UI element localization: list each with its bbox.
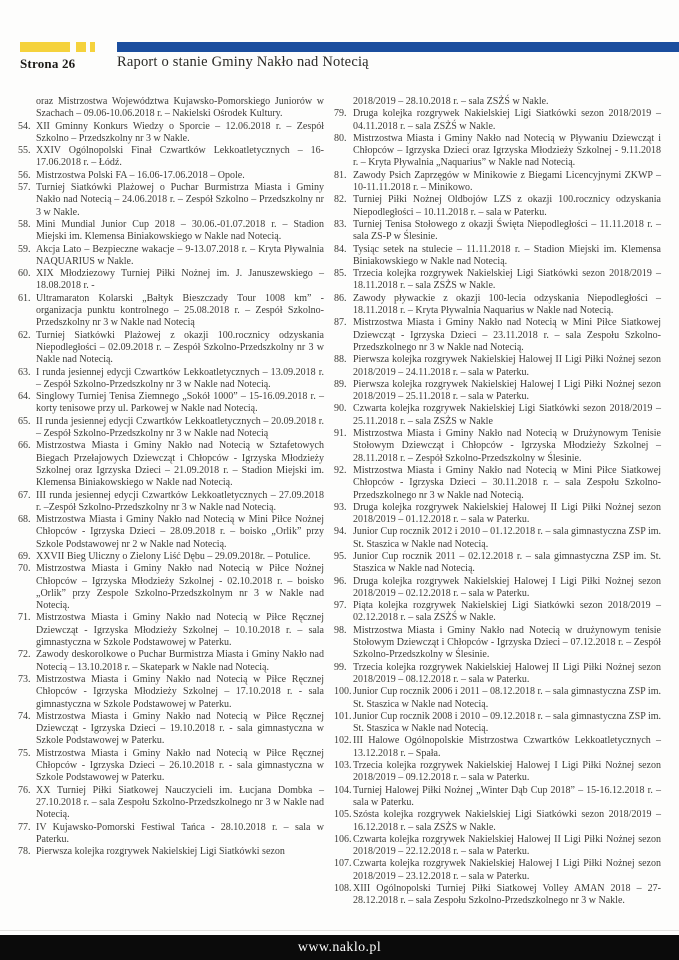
item-text: Trzecia kolejka rozgrywek Nakielskiej Ligi Siatkówki sezon 2018/2019 – 18.11.2018 r. – sala ZSŻS w Nakle. — [353, 268, 661, 292]
item-text: Junior Cup rocznik 2012 i 2010 – 01.12.2018 r. – sala gimnastyczna ZSP im. St. Staszica w Nakle nad Notecią. — [353, 526, 661, 550]
list-item — [18, 170, 324, 182]
item-text: Zawody Psich Zaprzęgów w Minikowie z Biegami Licencyjnymi ZKWP – 10-11.11.2018 r. – Minikowo. — [353, 169, 661, 194]
item-text: Junior Cup rocznik 2011 – 02.12.2018 r. – sala gimnastyczna ZSP im. St. Staszica w Nakle nad Notecią. — [353, 550, 661, 575]
list-item — [18, 416, 324, 441]
item-number: 76. — [18, 784, 31, 796]
item-number: 70. — [18, 563, 31, 575]
list-item — [18, 440, 324, 489]
item-number: 93. — [334, 501, 347, 513]
item-text: Mistrzostwa Miasta i Gminy Nakło nad Notecią w Piłce Nożnej Chłopców – Igrzyska Młodzieży Szkolnej - 02.10.2018 r. – boisko „Orlik” przy Zespole Szkolno-Przedszkolnym nr 3 w Nakle nad Notecią. — [36, 563, 324, 612]
list-item — [334, 244, 661, 269]
item-number: 79. — [334, 108, 347, 120]
item-text: XIII Ogólnopolski Turniej Piłki Siatkowej Volley AMAN 2018 – 27-28.12.2018 r. – sala Zespołu Szkolno-Przedszkolnego nr 3 w Nakle. — [353, 883, 661, 907]
list-item — [334, 711, 661, 736]
footer-url: www.naklo.pl — [297, 940, 382, 955]
list-item — [18, 145, 324, 170]
list-item — [334, 526, 661, 551]
list-item — [334, 268, 661, 293]
item-text: II runda jesiennej edycji Czwartków Lekkoatletycznych – 20.09.2018 r. – Zespół Szkolno-Przedszkolny nr 3 w Nakle nad Notecią — [36, 415, 324, 440]
accent-block-yellow-large — [76, 42, 86, 52]
list-item — [18, 330, 324, 367]
list-item — [18, 748, 324, 785]
list-item — [18, 563, 324, 612]
item-number: 63. — [18, 366, 31, 378]
list-item — [334, 502, 661, 527]
item-number: 68. — [18, 514, 31, 526]
item-number: 55. — [18, 145, 31, 157]
item-text: Mistrzostwa Miasta i Gminy Nakło nad Notecią w Drużynowym Tenisie Stołowym Dziewcząt i Chłopców - Igrzyska Młodzieży Szkolnej – 28.11.2018 r. – Zespół Szkolno-Przedszkolny w Ślesinie. — [353, 428, 661, 464]
item-number: 87. — [334, 317, 347, 329]
item-text: Zawody pływackie z okazji 100-lecia odzyskania Niepodległości – 18.11.2018 r. – Kryta Pływalnia Naquarius w Nakle nad Notecią. — [353, 292, 661, 317]
list-item — [334, 760, 661, 785]
item-text: Zawody deskorolkowe o Puchar Burmistrza Miasta i Gminy Nakło nad Notecią – 13.10.2018 r. – Skatepark w Nakle nad Notecią. — [36, 649, 324, 673]
list-item — [18, 391, 324, 416]
item-text: Mistrzostwa Miasta i Gminy Nakło nad Notecią w Mini Piłce Nożnej Chłopców - Igrzyska Dzieci – 28.09.2018 r. – boisko „Orlik” przy Szkole Podstawowej nr 2 w Nakle nad Notecią. — [36, 514, 324, 550]
item-text: Pierwsza kolejka rozgrywek Nakielskiej Ligi Siatkówki sezon — [36, 846, 285, 858]
item-number: 61. — [18, 292, 31, 304]
item-text: Druga kolejka rozgrywek Nakielskiej Ligi Siatkówki sezon 2018/2019 – 04.11.2018 r. – sala ZSŻŚ w Nakle. — [353, 108, 661, 132]
item-number: 78. — [18, 846, 31, 858]
item-number: 57. — [18, 182, 31, 194]
item-number: 71. — [18, 612, 31, 624]
item-number: 99. — [334, 661, 347, 673]
item-text: Czwarta kolejka rozgrywek Nakielskiej Halowej I Ligi Piłki Nożnej sezon 2018/2019 – 23.12.2018 r. – sala w Paterku. — [353, 858, 661, 882]
item-number: 108. — [334, 883, 352, 894]
item-number: 94. — [334, 526, 347, 538]
item-number: 66. — [18, 440, 31, 452]
list-item — [334, 551, 661, 576]
list-item — [334, 293, 661, 318]
item-number: 95. — [334, 550, 347, 562]
item-number: 84. — [334, 243, 347, 255]
item-number: 60. — [18, 268, 31, 280]
list-item — [334, 219, 661, 244]
list-item — [18, 367, 324, 392]
footer-bar — [0, 935, 679, 960]
item-number: 104. — [334, 784, 352, 796]
list-item — [334, 576, 661, 601]
item-text: Czwarta kolejka rozgrywek Nakielskiej Halowej II Ligi Piłki Nożnej sezon 2018/2019 – 22.12.2018 r. – sala w Paterku. — [353, 833, 661, 858]
item-number: 91. — [334, 428, 347, 440]
item-number: 58. — [18, 218, 31, 230]
item-number: 73. — [18, 673, 31, 685]
item-text: Ultramaraton Kolarski „Bałtyk Bieszczady Tour 1008 km” - organizacja punktu kontrolnego – 25.08.2018 r. – Zespół Szkolno-Przedszkolny nr 3 w Nakle nad Notecią — [36, 292, 324, 329]
item-text: Akcja Lato – Bezpieczne wakacje – 9-13.07.2018 r. – Kryta Pływalnia NAQUARIUS w Nakle. — [36, 243, 324, 267]
list-item — [18, 612, 324, 649]
list-item — [334, 96, 661, 108]
list-item — [18, 514, 324, 551]
item-text: Mistrzostwa Miasta i Gminy Nakło nad Notecią w Piłce Ręcznej Dziewcząt - Igrzyska Młodzieży Szkolnej – 10.10.2018 r. – sala gimnastyczna w Szkole Podstawowej w Paterku. — [36, 612, 324, 649]
item-number: 77. — [18, 821, 31, 833]
list-item — [334, 600, 661, 625]
list-item — [334, 194, 661, 219]
report-title: Raport o stanie Gminy Nakło nad Notecią — [117, 54, 369, 70]
list-item — [18, 490, 324, 515]
list-item — [334, 108, 661, 133]
accent-bar-blue — [117, 42, 679, 52]
list-item — [334, 883, 661, 908]
item-number: 106. — [334, 833, 352, 845]
list-item — [334, 428, 661, 465]
item-number: 92. — [334, 464, 347, 476]
item-text: oraz Mistrzostwa Województwa Kujawsko-Pomorskiego Juniorów w Szachach – 09.06-10.06.2018 r. – Nakielski Ośrodek Kultury. — [36, 96, 324, 120]
item-number: 105. — [334, 809, 352, 821]
list-item — [334, 785, 661, 810]
list-item — [18, 96, 324, 121]
item-text: IV Kujawsko-Pomorski Festiwal Tańca - 28.10.2018 r. – sala w Paterku. — [36, 821, 324, 845]
event-list-left-column — [18, 96, 324, 858]
item-text: Junior Cup rocznik 2008 i 2010 – 09.12.2018 r. – sala gimnastyczna ZSP im. St. Staszica w Nakle nad Notecią. — [353, 710, 661, 735]
item-number: 89. — [334, 378, 347, 390]
list-item — [334, 465, 661, 502]
item-text: Singlowy Turniej Tenisa Ziemnego „Sokół 1000” – 15-16.09.2018 r. – korty tenisowe przy ul. Parkowej w Nakle nad Notecią. — [36, 391, 324, 415]
item-number: 88. — [334, 354, 347, 366]
item-number: 102. — [334, 735, 352, 747]
list-item — [18, 182, 324, 219]
list-item — [334, 625, 661, 662]
item-text: III runda jesiennej edycji Czwartków Lekkoatletycznych – 27.09.2018 r. –Zespół Szkolno-Przedszkolny nr 3 w Nakle nad Notecią. — [36, 489, 324, 513]
list-item — [334, 686, 661, 711]
list-item — [18, 293, 324, 330]
item-number: 100. — [334, 686, 352, 698]
item-number: 72. — [18, 649, 31, 661]
item-number: 97. — [334, 600, 347, 612]
list-item — [334, 662, 661, 687]
item-text: Tysiąc setek na stulecie – 11.11.2018 r. – Stadion Miejski im. Klemensa Biniakowskiego w Nakle nad Notecią. — [353, 243, 661, 267]
item-number: 103. — [334, 760, 352, 772]
item-text: Turniej Siatkówki Plażowej z okazji 100.rocznicy odzyskania Niepodległości – 02.09.2018 r. – Zespół Szkolno-Przedszkolny nr 3 w Nakle nad Notecią. — [36, 329, 324, 366]
accent-bar-yellow — [20, 42, 70, 52]
item-number: 83. — [334, 218, 347, 230]
item-number: 64. — [18, 391, 31, 403]
list-item — [334, 133, 661, 170]
item-text: Trzecia kolejka rozgrywek Nakielskiej Halowej I Ligi Piłki Nożnej sezon 2018/2019 – 09.12.2018 r. – sala w Paterku. — [353, 760, 661, 784]
item-text: I runda jesiennej edycji Czwartków Lekkoatletycznych – 13.09.2018 r. – Zespół Szkolno-Przedszkolny nr 3 w Nakle nad Notecią. — [36, 366, 324, 390]
list-item — [334, 317, 661, 354]
item-text: Trzecia kolejka rozgrywek Nakielskiej Halowej II Ligi Piłki Nożnej sezon 2018/2019 – 08.12.2018 r. – sala w Paterku. — [353, 661, 661, 685]
item-text: Mistrzostwa Polski FA – 16.06-17.06.2018 – Opole. — [36, 169, 245, 181]
footer-divider — [0, 930, 679, 931]
item-text: Pierwsza kolejka rozgrywek Nakielskiej Halowej II Ligi Piłki Nożnej sezon 2018/2019 – 24.11.2018 r. – sala w Paterku. — [353, 354, 661, 378]
item-number: 54. — [18, 120, 31, 132]
item-number: 101. — [334, 710, 352, 722]
item-text: Mistrzostwa Miasta i Gminy Nakło nad Notecią w Mini Piłce Siatkowej Chłopców - Igrzyska Dzieci – 30.11.2018 r. – sala Zespołu Szkolno-Przedszkolnego nr 3 w Nakle nad Notecią. — [353, 464, 661, 501]
item-text: 2018/2019 – 28.10.2018 r. – sala ZSŻŚ w Nakle. — [353, 96, 549, 107]
item-text: Turniej Piłki Nożnej Oldbojów LZS z okazji 100.rocznicy odzyskania Niepodległości – 10.11.2018 r. – sala w Paterku. — [353, 194, 661, 218]
item-number: 74. — [18, 710, 31, 722]
item-number: 85. — [334, 268, 347, 280]
item-text: Mistrzostwa Miasta i Gminy Nakło nad Notecią w Piłce Ręcznej Chłopców - Igrzyska Młodzieży Szkolnej – 17.10.2018 r. - sala gimnastyczna w Szkole Podstawowej w Paterku. — [36, 673, 324, 710]
item-number: 69. — [18, 550, 31, 562]
list-item — [334, 858, 661, 883]
item-number: 86. — [334, 292, 347, 304]
item-number: 56. — [18, 169, 31, 181]
item-text: Mistrzostwa Miasta i Gminy Nakło nad Notecią w Sztafetowych Biegach Przełajowych Dziewcząt i Chłopców - Igrzyska Młodzieży Szkolnej oraz Igrzyska Dzieci – 21.09.2018 r. – Stadion Miejski im. Klemensa Biniakowskiego w Nakle nad Notecią. — [36, 440, 324, 489]
item-text: Szósta kolejka rozgrywek Nakielskiej Ligi Siatkówki sezon 2018/2019 – 16.12.2018 r. – sala ZSŻS w Nakle. — [353, 809, 661, 833]
item-text: XIX Młodziezowy Turniej Piłki Nożnej im. J. Januszewskiego – 18.08.2018 r. - — [36, 268, 324, 292]
list-item — [18, 219, 324, 244]
item-text: Junior Cup rocznik 2006 i 2011 – 08.12.2018 r. – sala gimnastyczna ZSP im. St. Staszica w Nakle nad Notecią. — [353, 686, 661, 710]
item-text: Mistrzostwa Miasta i Gminy Nakło nad Notecią w drużynowym tenisie Stołowym Dziewcząt i Chłopców - Igrzyska Dzieci – 07.12.2018 r. – Zespół Szkolno-Przedszkolny w Ślesinie. — [353, 624, 661, 661]
item-text: Druga kolejka rozgrywek Nakielskiej Halowej II Ligi Piłki Nożnej sezon 2018/2019 – 01.12.2018 r. – sala w Paterku. — [353, 501, 661, 526]
item-number: 96. — [334, 575, 347, 587]
item-text: Mistrzostwa Miasta i Gminy Nakło nad Notecią w Pływaniu Dziewcząt i Chłopców – Igrzyska Dzieci oraz Igrzyska Młodzieży Szkolnej - 9.11.2018 r. – Kryta Pływalnia „Naquarius” w Nakle nad Notecią. — [353, 132, 661, 169]
list-item — [18, 674, 324, 711]
page-number-label: Strona 26 — [20, 56, 76, 71]
item-number: 62. — [18, 329, 31, 341]
item-number: 82. — [334, 194, 347, 206]
list-item — [18, 244, 324, 269]
item-number: 80. — [334, 132, 347, 144]
list-item — [334, 834, 661, 859]
item-text: XII Gminny Konkurs Wiedzy o Sporcie – 12.06.2018 r. – Zespół Szkolno – Przedszkolny nr 3 w Nakle. — [36, 120, 324, 144]
list-item — [18, 785, 324, 822]
item-text: XXIV Ogólnopolski Finał Czwartków Lekkoatletycznych – 16-17.06.2018 r. – Łódź. — [36, 145, 324, 169]
item-text: Turniej Siatkówki Plażowej o Puchar Burmistrza Miasta i Gminy Nakło nad Notecią – 24.06.2018 r. – Zespół Szkolno – Przedszkolny nr 3 w Nakle. — [36, 182, 324, 218]
item-text: Pierwsza kolejka rozgrywek Nakielskiej Halowej I Ligi Piłki Nożnej sezon 2018/2019 – 25.11.2018 r. – sala w Paterku. — [353, 378, 661, 403]
list-item — [334, 170, 661, 195]
item-number: 81. — [334, 169, 347, 181]
list-item — [18, 551, 324, 563]
item-text: Druga kolejka rozgrywek Nakielskiej Halowej I Ligi Piłki Nożnej sezon 2018/2019 – 02.12.2018 r. – sala w Paterku. — [353, 575, 661, 599]
item-number: 107. — [334, 858, 352, 870]
item-text: Czwarta kolejka rozgrywek Nakielskiej Ligi Siatkówki sezon 2018/2019 – 25.11.2018 r. – sala ZSŻS w Nakle — [353, 403, 661, 427]
list-item — [334, 403, 661, 428]
item-text: Mistrzostwa Miasta i Gminy Nakło nad Notecią w Mini Piłce Siatkowej Dziewcząt - Igrzyska Dzieci – 23.11.2018 r. – sala Zespołu Szkolno-Przedszkolnego nr 3 w Nakle nad Notecią. — [353, 317, 661, 353]
item-text: XXVII Bieg Uliczny o Zielony Liść Dębu – 29.09.2018r. – Potulice. — [36, 550, 311, 562]
accent-block-yellow-small — [90, 42, 95, 52]
list-item — [18, 846, 324, 858]
list-item — [18, 649, 324, 674]
item-text: Turniej Halowej Piłki Nożnej „Winter Dąb Cup 2018” – 15-16.12.2018 r. – sala w Paterku. — [353, 784, 661, 808]
item-number: 98. — [334, 624, 347, 636]
item-text: Mini Mundial Junior Cup 2018 – 30.06.-01.07.2018 r. – Stadion Miejski im. Klemensa Biniakowskiego w Nakle nad Notecią. — [36, 218, 324, 243]
item-text: Turniej Tenisa Stołowego z okazji Święta Niepodległości – 11.11.2018 r. – sala ZS-P w Ślesinie. — [353, 218, 661, 243]
item-number: 75. — [18, 747, 31, 759]
list-item — [18, 268, 324, 293]
list-item — [18, 822, 324, 847]
list-item — [334, 809, 661, 834]
item-number: 59. — [18, 243, 31, 255]
item-text: Mistrzostwa Miasta i Gminy Nakło nad Notecią w Piłce Ręcznej Chłopców - Igrzyska Dzieci – 26.10.2018 r. - sala gimnastyczna w Szkole Podstawowej w Paterku. — [36, 747, 324, 784]
item-text: Piąta kolejka rozgrywek Nakielskiej Ligi Siatkówki sezon 2018/2019 – 02.12.2018 r. – sala ZSŻŚ w Nakle. — [353, 600, 661, 624]
item-number: 65. — [18, 415, 31, 427]
list-item — [18, 711, 324, 748]
item-text: III Halowe Ogólnopolskie Mistrzostwa Czwartków Lekkoatletycznych – 13.12.2018 r. – Spała. — [353, 735, 661, 759]
item-number: 90. — [334, 403, 347, 415]
list-item — [334, 379, 661, 404]
list-item — [334, 735, 661, 760]
item-number: 67. — [18, 489, 31, 501]
item-text: XX Turniej Piłki Siatkowej Nauczycieli im. Łucjana Dombka – 27.10.2018 r. – sala Zespołu Szkolno-Przedszkolnego nr 3 w Nakle nad Notecią. — [36, 784, 324, 821]
list-item — [18, 121, 324, 146]
item-text: Mistrzostwa Miasta i Gminy Nakło nad Notecią w Piłce Ręcznej Dziewcząt - Igrzyska Dzieci – 19.10.2018 r. - sala gimnastyczna w Szkole Podstawowej w Paterku. — [36, 710, 324, 747]
event-list-right-column — [334, 96, 661, 908]
list-item — [334, 354, 661, 379]
